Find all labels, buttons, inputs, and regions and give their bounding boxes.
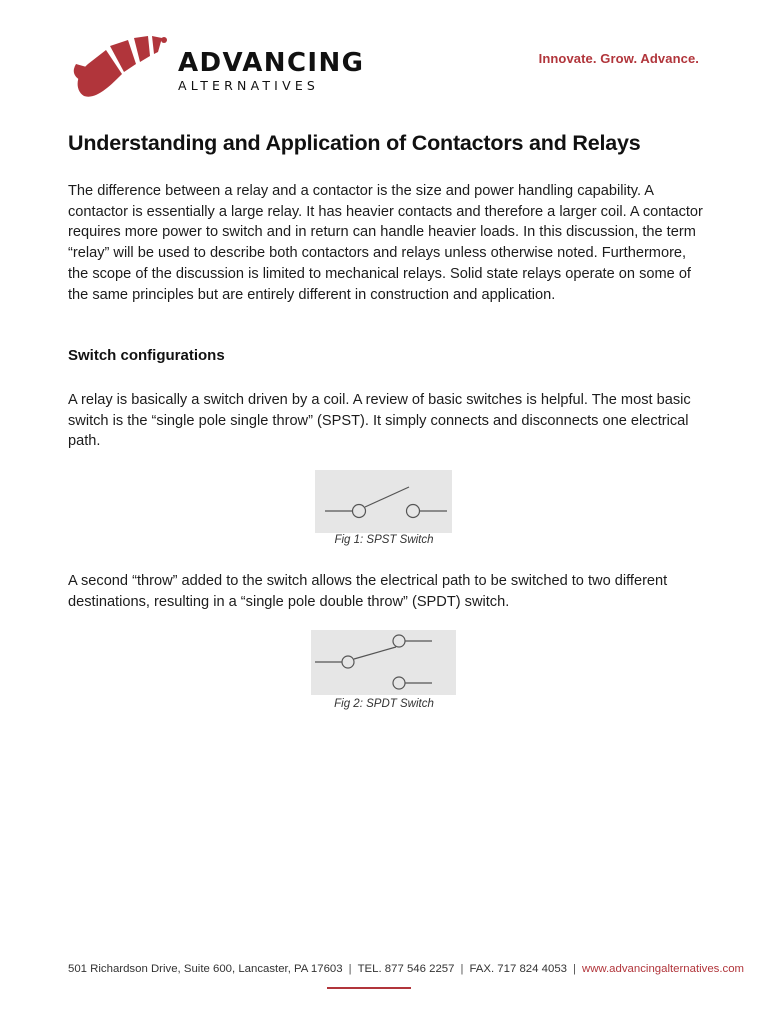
company-logo <box>66 34 366 104</box>
spdt-switch-figure <box>311 630 456 695</box>
body-paragraph-spdt: A second “throw” added to the switch allows the electrical path to be switched to two different destinations, resulting in a “single pole double throw” (SPDT) switch. <box>68 573 668 610</box>
footer-fax: FAX. 717 824 4053 <box>469 963 567 975</box>
spst-switch-diagram <box>315 470 452 533</box>
body-paragraph-switches: A relay is basically a switch driven by a coil. A review of basic switches is helpful. The most basic switch is the “single pole single throw” (SPST). It simply connects and disconnects one electrical path. <box>68 392 691 450</box>
brand-name: ADVANCING <box>178 48 365 78</box>
figure-2-caption: Fig 2: SPDT Switch <box>334 698 434 710</box>
footer-website-link[interactable]: www.advancingalternatives.com <box>581 963 745 975</box>
brand-subtitle: ALTERNATIVES <box>178 78 320 93</box>
footer-separator: | <box>348 963 352 975</box>
footer-accent-line <box>327 987 411 989</box>
section-heading: Switch configurations <box>68 347 225 364</box>
intro-paragraph: The difference between a relay and a contactor is the size and power handling capability. A contactor is essentially a large relay. It has heavier contacts and therefore a larger coil. A contactor requires more power to switch and in return can handle heavier loads. In this discussion, the term “relay” will be used to describe both contactors and relays unless otherwise noted. Furthermore, the scope of the discussion is limited to mechanical relays. Solid state relays operate on some of the same principles but are entirely different in construction and application. <box>68 183 703 303</box>
footer-contact <box>68 963 745 975</box>
figure-1-caption: Fig 1: SPST Switch <box>334 534 434 546</box>
footer-phone: TEL. 877 546 2257 <box>357 963 455 975</box>
footer-address: 501 Richardson Drive, Suite 600, Lancaster, PA 17603 <box>68 963 343 975</box>
brand-mark-icon <box>66 34 170 104</box>
spst-switch-figure <box>315 470 452 533</box>
footer-separator: | <box>573 963 576 975</box>
page-title: Understanding and Application of Contactors and Relays <box>68 131 641 155</box>
spdt-switch-diagram <box>311 630 456 695</box>
tagline: Innovate. Grow. Advance. <box>538 51 699 66</box>
footer-separator: | <box>460 963 464 975</box>
